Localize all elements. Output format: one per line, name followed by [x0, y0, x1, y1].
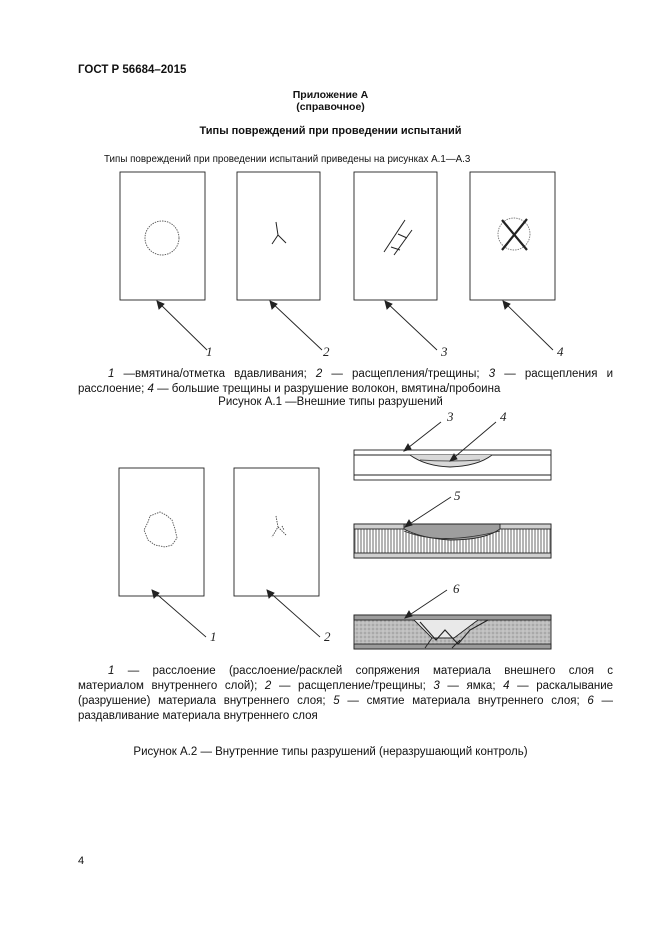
fig2-label-5: 5 — [454, 488, 461, 503]
standard-number: ГОСТ Р 56684–2015 — [78, 64, 187, 76]
appendix-title: Приложение А — [292, 89, 369, 101]
fig2-section-crush — [354, 615, 551, 649]
fig2-section-crumple-leader — [405, 497, 451, 527]
figure2-title: Рисунок А.2 — Внутренние типы разрушений (неразрушающий контроль) — [133, 746, 528, 758]
fig1-panel-3 — [354, 172, 437, 300]
fig1-label-2: 2 — [323, 344, 330, 359]
fig2-section-crumple — [354, 524, 551, 558]
intro-text: Типы повреждений при проведении испытаний приведены на рисунках А.1—А.3 — [104, 154, 471, 165]
fig2-label-2: 2 — [324, 629, 331, 644]
fig1-label-4: 4 — [557, 344, 564, 359]
fig2-panel-1 — [119, 468, 204, 596]
fig2-section-crush-leader — [405, 590, 447, 618]
figure1-caption: 1 —вмятина/отметка вдавливания; 2 — расщепления/трещины; 3 — расщепления и расслоение; 4 — большие трещины и разрушение волокон, вмятина/пробоина — [78, 368, 613, 395]
figure2-caption: 1 — расслоение (расслоение/расклей сопряжения материала внешнего слоя с материалом внутреннего слой); 2 — расщепление/трещины; 3 — ямка; 4 — раскалывание (разрушение) материала внутреннего слоя; 5 — смятие материала внутреннего слоя; 6 — раздавливание материала внутреннего слоя — [78, 665, 614, 722]
fig1-label-1: 1 — [206, 344, 213, 359]
fig2-label-3: 3 — [447, 409, 454, 424]
figure1-title: Рисунок А.1 —Внешние типы разрушений — [218, 396, 443, 408]
fig2-label-4: 4 — [500, 409, 507, 424]
fig2-leaders — [152, 590, 320, 637]
fig1-panel-1 — [120, 172, 205, 300]
fig1-panel-4 — [470, 172, 555, 300]
section-title: Типы повреждений при проведении испытаний — [199, 125, 462, 137]
fig1-label-group — [206, 344, 564, 359]
fig2-label-1: 1 — [210, 629, 217, 644]
fig2-section-pit — [354, 450, 551, 480]
page-number: 4 — [78, 855, 85, 867]
fig1-label-3: 3 — [441, 344, 448, 359]
fig2-panel-2 — [234, 468, 319, 596]
fig2-label-6: 6 — [453, 581, 460, 596]
appendix-subtitle: (справочное) — [296, 101, 365, 113]
fig1-leaders — [157, 301, 553, 350]
fig1-panel-2 — [237, 172, 320, 300]
